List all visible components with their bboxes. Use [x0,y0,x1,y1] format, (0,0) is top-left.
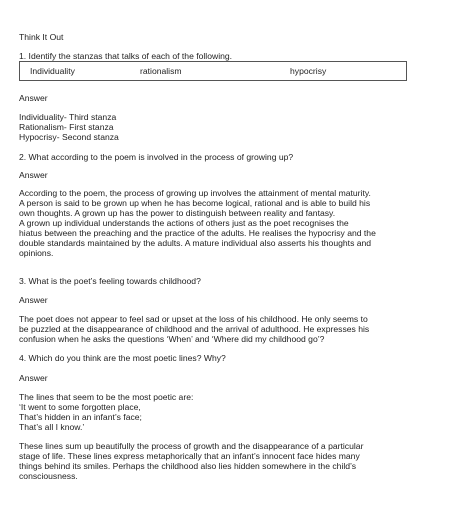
answer-label-4: Answer [19,373,48,383]
answer-line: According to the poem, the process of growing up involves the attainment of mental maturity. [19,188,371,198]
answer-4-explanation [19,441,411,481]
answer-2 [19,188,411,258]
answer-label-2: Answer [19,170,48,180]
answer-line: confusion when he asks the questions ‘When’ and ‘Where did my childhood go’? [19,334,325,344]
answer-line: Hypocrisy- Second stanza [19,132,119,142]
answer-label-3: Answer [19,295,48,305]
option-individuality: Individuality [30,66,75,76]
answer-line: opinions. [19,248,54,258]
question-4: 4. Which do you think are the most poetic lines? Why? [19,353,226,363]
answer-1 [19,112,411,142]
answer-line: things behind its smiles. Perhaps the childhood also lies hidden somewhere in the child’s [19,461,357,471]
answer-line: Individuality- Third stanza [19,112,117,122]
option-rationalism: rationalism [140,66,182,76]
answer-line: own thoughts. A grown up has the power to distinguish between reality and fantasy. [19,208,336,218]
section-title: Think It Out [19,32,64,42]
answer-label-1: Answer [19,93,48,103]
answer-line: be puzzled at the disappearance of childhood and the arrival of adulthood. He expresses his [19,324,370,334]
answer-line: Rationalism- First stanza [19,122,114,132]
question-1: 1. Identify the stanzas that talks of each of the following. [19,51,233,61]
answer-line: A grown up individual understands the actions of others just as the poet recognises the [19,218,349,228]
answer-line: consciousness. [19,471,78,481]
answer-line: hiatus between the preaching and the practice of the adults. He realises the hypocrisy and the [19,228,376,238]
answer-line: That’s hidden in an infant’s face; [19,412,142,422]
option-hypocrisy: hypocrisy [290,66,327,76]
answer-line: The poet does not appear to feel sad or upset at the loss of his childhood. He only seems to [19,314,368,324]
answer-3 [19,314,411,344]
answer-line: double standards maintained by the adults. A mature individual also asserts his thoughts and [19,238,372,248]
answer-line: A person is said to be grown up when he has become logical, rational and is able to build his [19,198,371,208]
answer-line: ‘It went to some forgotten place, [19,402,141,412]
answer-line: The lines that seem to be the most poetic are: [19,392,194,402]
options-box [19,61,407,81]
answer-line: These lines sum up beautifully the process of growth and the disappearance of a particular [19,441,364,451]
question-3: 3. What is the poet’s feeling towards childhood? [19,276,201,286]
question-2: 2. What according to the poem is involved in the process of growing up? [19,152,294,162]
answer-4-poem [19,392,411,432]
answer-line: stage of life. These lines express metaphorically that an infant’s innocent face hides many [19,451,360,461]
answer-line: That’s all I know.’ [19,422,85,432]
